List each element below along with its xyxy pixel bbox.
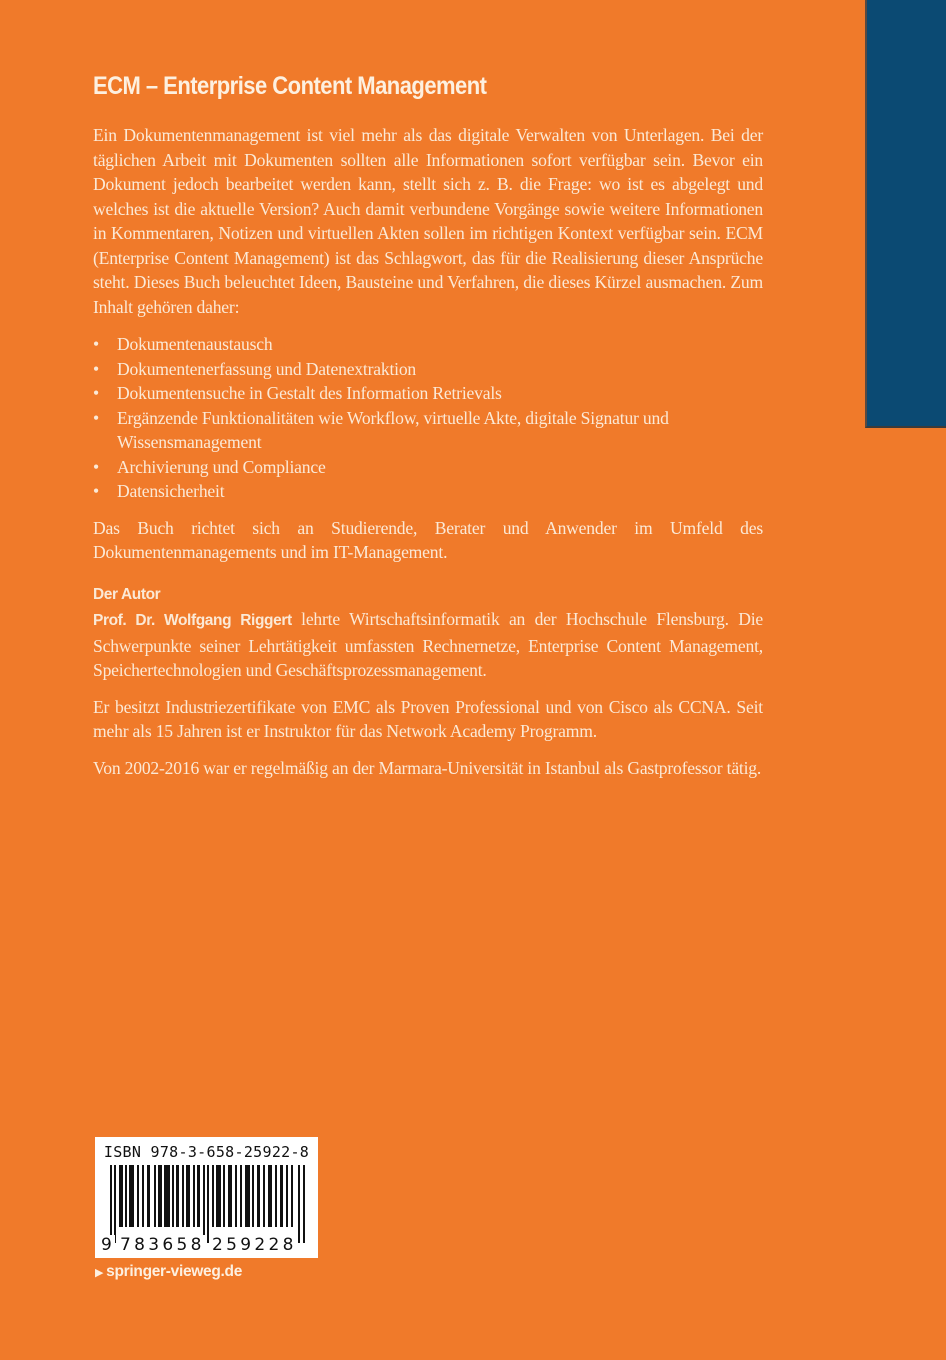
list-item: • Archivierung und Compliance xyxy=(93,455,763,480)
bullet-icon: • xyxy=(93,334,99,354)
bullet-icon: • xyxy=(93,481,99,501)
list-item: • Datensicherheit xyxy=(93,479,763,504)
bullet-icon: • xyxy=(93,358,99,379)
barcode-bars-icon xyxy=(110,1165,306,1243)
author-certificates-paragraph: Er besitzt Industriezertifikate von EMC als Proven Professional und von Cisco als CCNA. Seit mehr als 15 Jahren ist er Instruktor für das Network Academy Programm. xyxy=(93,696,763,741)
author-name: Prof. Dr. Wolfgang Riggert xyxy=(93,612,292,629)
audience-paragraph: Das Buch richtet sich an Studierende, Berater und Anwender im Umfeld des Dokumentenmanagements und im IT-Management. xyxy=(93,517,763,562)
contents-list xyxy=(93,332,763,504)
list-item: • Dokumentenerfassung und Datenextraktion xyxy=(93,357,763,382)
isbn-label: ISBN 978-3-658-25922-8 xyxy=(103,1143,310,1161)
book-title: ECM – Enterprise Content Management xyxy=(93,72,487,100)
author-heading: Der Autor xyxy=(93,585,161,603)
intro-paragraph: Ein Dokumentenmanagement ist viel mehr als das digitale Verwalten von Unterlagen. Bei der täglichen Arbeit mit Dokumenten sollten alle Informationen sofort verfügbar sein. Bevor ein Dokument jedoch bearbeitet werden kann, stellt sich z. B. die Frage: wo ist es abgelegt und welches ist die aktuelle Version? Auch damit verbundene Vorgänge sowie weitere Informationen in Kommentaren, Notizen und virtuellen Akten sollen im richtigen Kontext verfügbar sein. ECM (Enterprise Content Management) ist das Schlagwort, das für die Realisierung dieser Ansprüche steht. Dieses Buch beleuchtet Ideen, Bausteine und Verfahren, die dieses Kürzel ausmachen. Zum Inhalt gehören daher: xyxy=(93,125,763,317)
back-cover-text xyxy=(93,72,763,780)
author-guest-professor-paragraph: Von 2002-2016 war er regelmäßig an der Marmara-Universität in Istanbul als Gastprofessor tätig. xyxy=(93,757,762,778)
publisher-url: springer-vieweg.de xyxy=(106,1263,243,1280)
list-item: • Dokumentenaustausch xyxy=(93,332,763,357)
blue-accent-bar xyxy=(865,0,946,428)
list-item: • Ergänzende Funktionalitäten wie Workflow, virtuelle Akte, digitale Signatur und Wissensmanagement xyxy=(93,407,669,452)
isbn-barcode: ISBN 978-3-658-25922-8 9 783658 259228 xyxy=(95,1137,318,1258)
publisher-link[interactable] xyxy=(95,1263,242,1281)
bullet-icon: • xyxy=(93,407,99,428)
play-arrow-icon: ▶ xyxy=(95,1267,104,1279)
bullet-icon: • xyxy=(93,456,99,477)
bullet-icon: • xyxy=(93,383,99,403)
list-item: • Dokumentensuche in Gestalt des Information Retrievals xyxy=(93,381,763,406)
author-bio-paragraph: Prof. Dr. Wolfgang Riggert lehrte Wirtschaftsinformatik an der Hochschule Flensburg. Die Schwerpunkte seiner Lehrtätigkeit umfassten Rechnernetze, Enterprise Content Management, Speichertechnologien und Geschäftsprozessmanagement. xyxy=(93,609,763,680)
